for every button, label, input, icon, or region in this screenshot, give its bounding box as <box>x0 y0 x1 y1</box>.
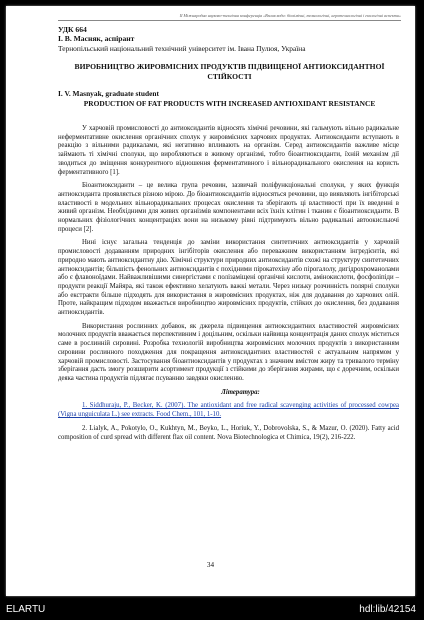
references-heading: Література: <box>221 388 260 396</box>
paragraph: Нині існує загальна тенденція до заміни використання синтетичних антиоксидантів у харчовій промисловості додаванням природних інгібіторів окислення або переважним використанням інгредієнтів, які природно мають антиоксидантну дію. Хімічні структури природних антиоксидантів схожі на структуру синтетичних антиоксидантів; більшість фенольних антиоксидантів є похідними пірокатехіну або пірогалолу, дигідрохроманолами або є флавоноїдами. Найважливішими синергістами є полізаміщені органічні кислоти, амінокислоти, фосфоліпіди – продукти реакції Майяра, які також ефективно хелатують важкі метали. Через низьку розчинність полярні сполуки або екстракти більше підходять для використання в жировмісних продуктах, ніж для додавання до харчових олій. Проте, найкращим підходом вважається виробництво жировмісних продуктів, стійких до окислення, без додавання антиоксидантів. <box>58 239 399 317</box>
article-body <box>58 125 399 447</box>
repository-name: ELARTU <box>6 604 46 615</box>
title-english: PRODUCTION OF FAT PRODUCTS WITH INCREASED ANTIOXIDANT RESISTANCE <box>83 99 376 108</box>
page-number: 34 <box>206 561 215 569</box>
author-english: I. V. Masnyak, graduate student <box>58 89 159 98</box>
affiliation: Тернопільський національний технічний університет ім. Івана Пулюя, Україна <box>58 44 306 53</box>
viewer-footer <box>0 600 424 620</box>
handle-identifier[interactable]: hdl:lib/42154 <box>359 604 416 615</box>
title-ukrainian: ВИРОБНИЦТВО ЖИРОВМІСНИХ ПРОДУКТІВ ПІДВИЩЕНОЇ АНТИОКСИДАНТНОЇ СТІЙКОСТІ <box>74 62 385 81</box>
reference-item: 2. Lialyk, A., Pokotylo, O., Kukhtyn, M., Beyko, L., Horiuk, Y., Dobrovolska, S., & Mazur, O. (2020). Fatty acid composition of curd spread with different flax oil content. Nova Biotechnologica et Chimica, 19(2), 216-222. <box>58 424 399 441</box>
document-page <box>6 6 415 596</box>
running-header: II Міжнародна науково-технічна конференція «Вплив води: біохімічні, технологічні, агротехнологічні і екологічні аспекти» <box>179 13 401 18</box>
reference-item <box>58 402 399 419</box>
paragraph: У харчовій промисловості до антиоксидантів відносять хімічні речовини, які гальмують вільно радикальне неферментативне окислення органічних сполук у жировмісних харчових продуктах. Антиоксиданти вступають в реакцію з вільними радикалами, які негативно впливають на організм. Серед антиоксидантів важливе місце займають ті хімічні сполуки, що виробляються в живому організмі, тобто біоантиоксиданти, їхній механізм дії зводиться до зміщення конкурентного відношення ферментативного і вільнорадикального окислення на користь ферментативного [1]. <box>58 125 399 176</box>
reference-link[interactable]: 1. Siddhuraju, P., Becker, K. (2007). The antioxidant and free radical scavenging activities of processed cowpea (Vigna unguiculata L.) see extracts. Food Chem., 101, 1-10. <box>58 402 399 419</box>
udk-code: УДК 664 <box>58 25 87 34</box>
author-ukrainian: І. В. Масняк, аспірант <box>58 34 135 43</box>
paragraph: Використання рослинних добавок, як джерела підвищення антиоксидантних властивостей жировмісних молочних продуктів вважається перспективним і доцільним, оскільки найвища концентрація даних сполук міститься саме в рослинній сировині. Розробка технологій виробництва жировмісних молочних продуктів з використанням сировини рослинного походження для покращення антиоксидантних властивостей є актуальним напрямом у харчовій промисловості. Застосування біоантиоксидантів у продуктах з значним вмістом жиру та тривалого терміну зберігання дасть змогу розширити асортимент продукції з стійкими до зберігання жирами, що є доречним, оскільки деяка частина продуктів підлягає псуванню завдяки окисленню. <box>58 322 399 382</box>
paragraph: Біоантиоксиданти – це велика група речовин, зазвичай поліфункціональні сполуки, у яких функція антиоксиданта проявляється різною мірою. До біоантиоксидантів відносяться речовини, що виявляють інгібіторські властивості в модельних вільнорадикальних процесах окислення та зберігають ці властивості при їх введенні в живий організм. Необхідними для живих організмів компонентами всіх їхніх клітин і тканин є біоантиоксиданти. В нормальних фізіологічних концентраціях вони на низькому рівні підтримують вільно радикальні автоокисльючі процеси [2]. <box>58 182 399 233</box>
header-divider <box>58 20 401 21</box>
